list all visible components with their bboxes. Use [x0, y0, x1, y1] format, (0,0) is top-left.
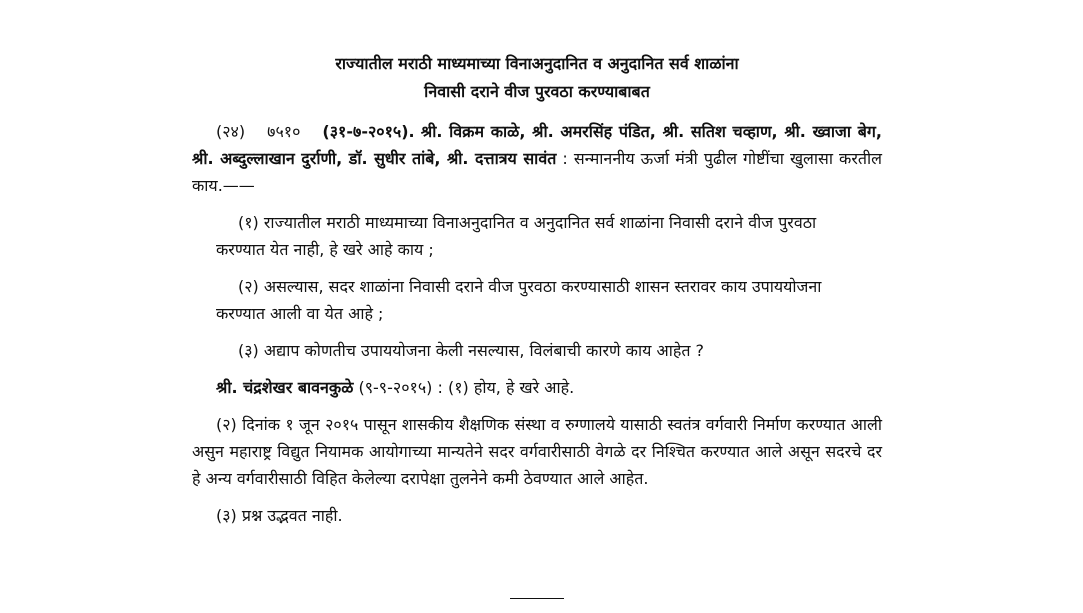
document-title	[192, 50, 882, 106]
answer-para-2-prefix: (२)	[216, 415, 243, 434]
answer-para-3-prefix: (३)	[216, 506, 242, 525]
end-divider	[510, 598, 564, 599]
subquestion-1-line2: करण्यात येत नाही, हे खरे आहे काय ;	[216, 240, 434, 259]
title-line-2: निवासी दराने वीज पुरवठा करण्याबाबत	[424, 82, 650, 101]
question-id: ७५१०	[267, 122, 301, 141]
title-line-1: राज्यातील मराठी माध्यमाच्या विनाअनुदानित व अनुदानित सर्व शाळांना	[335, 54, 739, 73]
question-block	[192, 118, 882, 199]
subquestion-2	[192, 273, 882, 327]
answer-date: (९-९-२०१५) : (१) होय, हे खरे आहे.	[353, 378, 575, 397]
answer-para-3-text: प्रश्न उद्भवत नाही.	[241, 506, 343, 525]
question-date: (३१-७-२०१५).	[322, 122, 415, 141]
answer-minister: श्री. चंद्रशेखर बावनकुळे	[216, 378, 354, 397]
answer-para-2-text: दिनांक १ जून २०१५ पासून शासकीय शैक्षणिक संस्था व रुग्णालये यासाठी स्वतंत्र वर्गवारी निर्माण करण्यात आली असुन महाराष्ट्र विद्युत नियामक आयोगाच्या मान्यतेने सदर वर्गवारीसाठी वेगळे दर निश्चित करण्यात आले असून सदरचे दर हे अन्य वर्गवारीसाठी विहित केलेल्या दरापेक्षा तुलनेने कमी ठेवण्यात आले आहेत.	[192, 415, 883, 488]
question-addressee: : सन्माननीय ऊर्जा मंत्री पुढील गोष्टींचा खुलासा करतील काय.——	[192, 149, 882, 195]
answer-block	[192, 374, 882, 401]
subquestion-2-line2: करण्यात आली वा येत आहे ;	[216, 304, 384, 323]
answer-para-2	[192, 411, 882, 492]
subquestion-3	[192, 337, 882, 364]
answer-para-3	[192, 502, 882, 529]
question-number: (२४)	[216, 122, 246, 141]
subquestion-1-line1: (१) राज्यातील मराठी माध्यमाच्या विनाअनुदानित व अनुदानित सर्व शाळांना निवासी दराने वीज पुरवठा	[238, 213, 817, 232]
subquestion-2-line1: (२) असल्यास, सदर शाळांना निवासी दराने वीज पुरवठा करण्यासाठी शासन स्तरावर काय उपाययोजना	[238, 277, 822, 296]
document-body	[192, 50, 882, 529]
subquestion-3-line1: (३) अद्याप कोणतीच उपाययोजना केली नसल्यास, विलंबाची कारणे काय आहेत ?	[238, 341, 705, 360]
subquestion-1	[192, 209, 882, 263]
question-members: श्री. विक्रम काळे, श्री. अमरसिंह पंडित, श्री. सतिश चव्हाण, श्री. ख्वाजा बेग, श्री. अब्दुल्लाखान दुर्राणी, डॉ. सुधीर तांबे, श्री. दत्तात्रय सावंत	[192, 122, 882, 168]
